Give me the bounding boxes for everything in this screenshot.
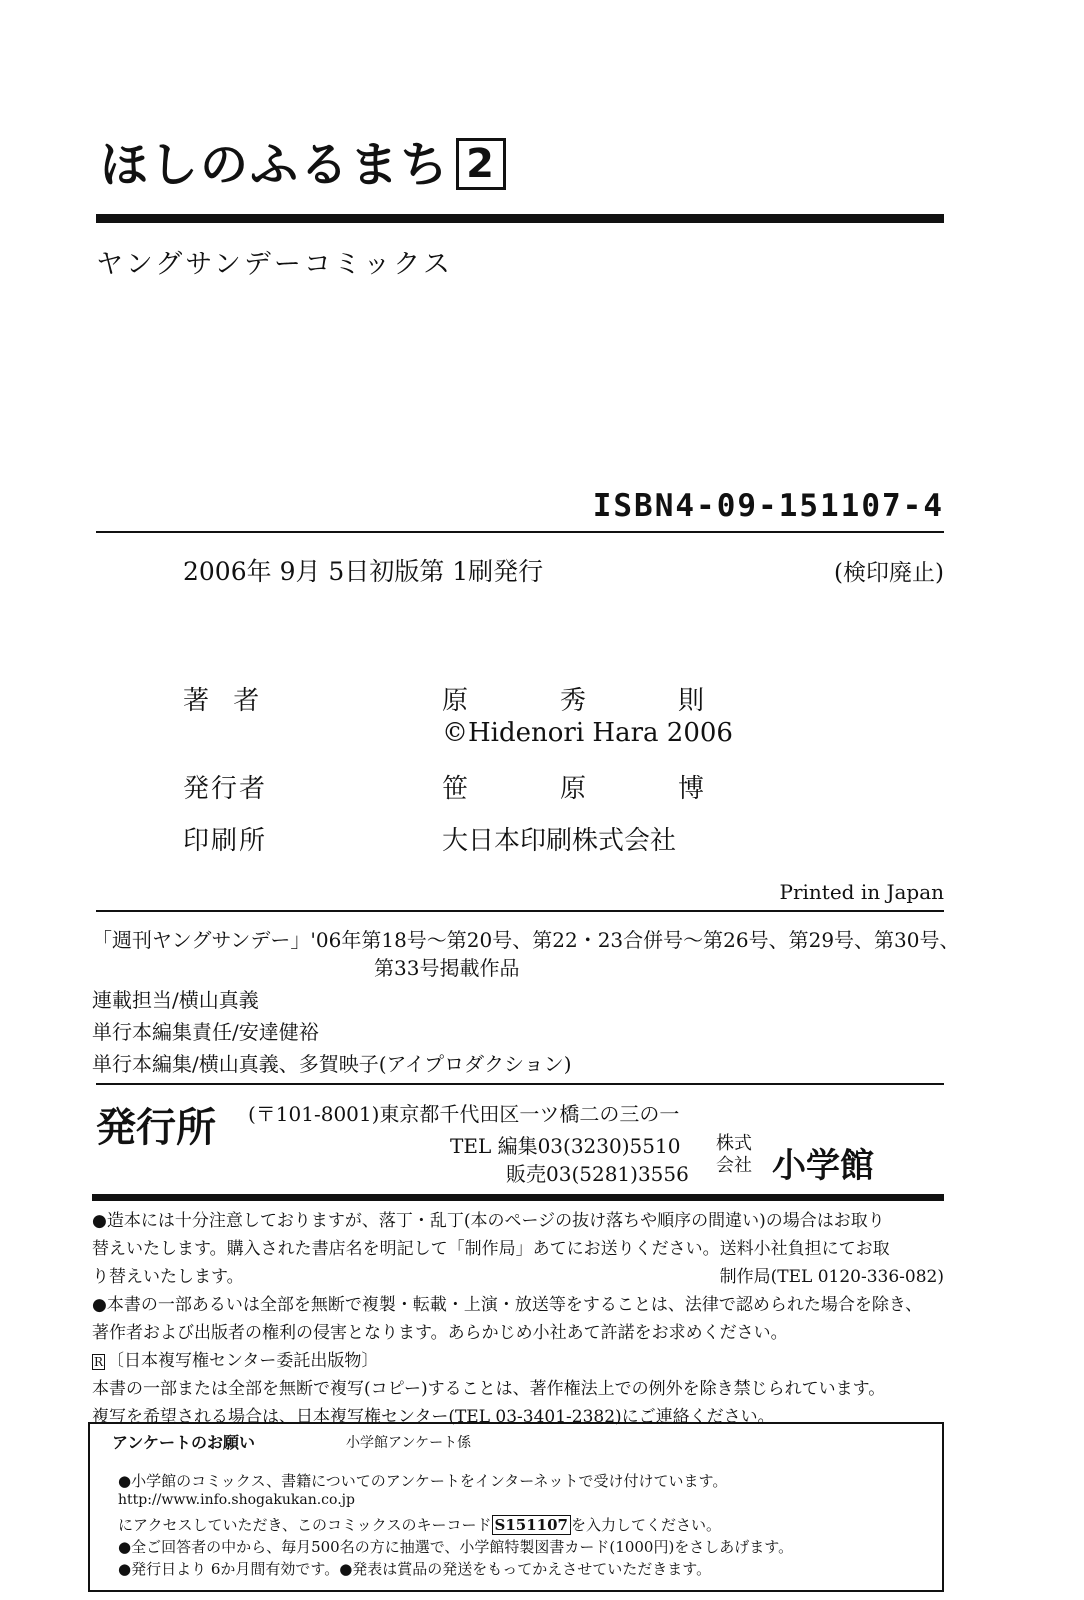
- survey-code-prefix: にアクセスしていただき、このコミックスのキーコード: [118, 1516, 492, 1534]
- survey-line: ●小学館のコミックス、書籍についてのアンケートをインターネットで受け付けています。: [118, 1472, 728, 1490]
- company-type-top: 株式: [716, 1133, 752, 1154]
- notes-rule: [92, 1194, 944, 1201]
- note-line: 複写を希望される場合は、日本複写権センター(TEL 03-3401-2382)にご連絡ください。: [92, 1407, 775, 1427]
- publisher-address: (〒101-8001)東京都千代田区一ツ橋二の三の一: [248, 1102, 680, 1126]
- copyright-center-line: [92, 1346, 378, 1371]
- survey-line: ●全ご回答者の中から、毎月500名の方に抽選で、小学館特製図書カード(1000円)をさしあげます。: [118, 1538, 794, 1556]
- isbn-rule: [96, 531, 944, 533]
- publisher-name: [442, 768, 704, 805]
- publisher-name-part: 博: [677, 774, 704, 804]
- production-contact: 制作局(TEL 0120-336-082): [719, 1267, 944, 1287]
- title-text: ほしのふるまち: [100, 137, 451, 193]
- survey-code-suffix: を入力してください。: [570, 1516, 721, 1534]
- publisher-label: 発行者: [183, 774, 268, 804]
- survey-line: ●発行日より 6か月間有効です。●発表は賞品の発送をもってかえさせていただきます。: [118, 1560, 712, 1578]
- author-name-part: 原: [442, 686, 469, 716]
- survey-dept: 小学館アンケート係: [346, 1435, 472, 1451]
- survey-key-code: S151107: [492, 1515, 571, 1535]
- note-line: 著作者および出版者の権利の侵害となります。あらかじめ小社あて許諾をお求めください。: [92, 1323, 788, 1343]
- serialization-line-2: 第33号掲載作品: [374, 956, 520, 980]
- volume-number: 2: [456, 138, 506, 190]
- serial-editor: 連載担当/横山真義: [92, 988, 259, 1012]
- printed-in-japan: Printed in Japan: [779, 880, 944, 904]
- survey-url[interactable]: http://www.info.shogakukan.co.jp: [118, 1492, 355, 1508]
- author-name-part: 則: [677, 686, 704, 716]
- author-name-part: 秀: [559, 686, 586, 716]
- company-type-bottom: 会社: [716, 1155, 752, 1176]
- book-chief-editor: 単行本編集責任/安達健裕: [92, 1020, 319, 1044]
- note-line: ●造本には十分注意しておりますが、落丁・乱丁(本のページの抜け落ちや順序の間違い)の場合はお取り: [92, 1211, 885, 1231]
- survey-title: アンケートのお願い: [112, 1433, 256, 1452]
- book-editor: 単行本編集/横山真義、多賀映子(アイプロダクション): [92, 1052, 572, 1076]
- r-mark: R: [94, 1355, 104, 1369]
- author-name: [442, 680, 704, 717]
- printer-name: 大日本印刷株式会社: [442, 826, 677, 856]
- publisher-name-part: 笹: [442, 774, 469, 804]
- credits-rule: [96, 910, 944, 912]
- serialization-line-1: 「週刊ヤングサンデー」'06年第18号〜第20号、第22・23合併号〜第26号、第29号、第30号、: [92, 928, 960, 952]
- copyright: ©Hidenori Hara 2006: [442, 718, 733, 748]
- note-line: 本書の一部または全部を無断で複写(コピー)することは、著作権法上での例外を除き禁じられています。: [92, 1379, 886, 1399]
- publisher-heading: 発行所: [96, 1105, 216, 1151]
- publisher-tel-edit: TEL 編集03(3230)5510: [450, 1134, 681, 1158]
- seal-note: (検印廃止): [834, 560, 944, 586]
- top-rule: [96, 214, 944, 223]
- author-label: 著 者: [183, 686, 268, 716]
- printer-label: 印刷所: [183, 826, 268, 856]
- note-line: ●本書の一部あるいは全部を無断で複製・転載・上演・放送等をすることは、法律で認められた場合を除き、: [92, 1295, 923, 1315]
- copyright-center-text: 〔日本複写権センター委託出版物〕: [107, 1351, 379, 1371]
- edition-date: 2006年 9月 5日初版第 1刷発行: [183, 557, 544, 586]
- note-line: り替えいたします。: [92, 1267, 244, 1287]
- publisher-tel-sales: 販売03(5281)3556: [506, 1162, 689, 1186]
- imprint-label: ヤングサンデーコミックス: [96, 249, 454, 280]
- company-name: 小学館: [772, 1146, 874, 1186]
- publisher-rule: [96, 1083, 944, 1085]
- book-title: [100, 126, 506, 195]
- note-line: 替えいたします。購入された書店名を明記して「制作局」あてにお送りください。送料小社負担にてお取: [92, 1239, 890, 1259]
- publisher-name-part: 原: [559, 774, 586, 804]
- survey-code-line: [118, 1514, 721, 1535]
- isbn: ISBN4-09-151107-4: [592, 488, 944, 524]
